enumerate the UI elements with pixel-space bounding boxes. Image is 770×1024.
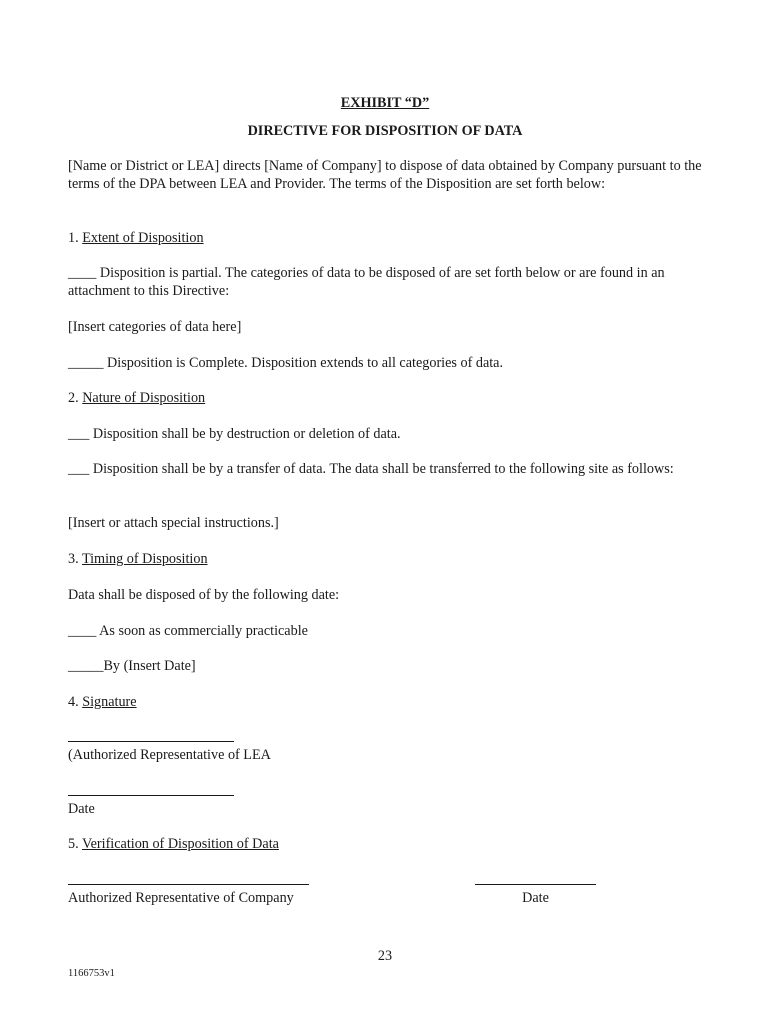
section-5-number: 5. [68, 836, 79, 852]
company-representative-label: Authorized Representative of Company [68, 890, 294, 906]
disposition-destruction-option: ___ Disposition shall be by destruction or deletion of data. [68, 426, 401, 442]
company-date-label: Date [522, 890, 549, 906]
section-5-heading [68, 835, 279, 853]
insert-categories-placeholder: [Insert categories of data here] [68, 319, 242, 335]
lea-date-label: Date [68, 801, 95, 817]
company-date-line [475, 884, 596, 885]
intro-paragraph: [Name or District or LEA] directs [Name of Company] to dispose of data obtained by Company pursuant to the terms of the DPA between LEA and Provider. The terms of the Disposition are set forth below: [68, 158, 702, 192]
disposition-transfer-option: ___ Disposition shall be by a transfer of data. The data shall be transferred to the following site as follows: [68, 461, 674, 477]
page-number: 23 [377, 948, 393, 964]
timing-by-date-option: _____By (Insert Date] [68, 658, 196, 674]
section-4-heading [68, 693, 137, 711]
disposition-partial-option: ____ Disposition is partial. The categories of data to be disposed of are set forth below or are found in an attachment to this Directive: [68, 265, 665, 299]
lea-signature-line [68, 741, 234, 742]
section-2-title: Nature of Disposition [82, 390, 206, 406]
section-1-title: Extent of Disposition [82, 230, 204, 246]
exhibit-title: EXHIBIT “D” [340, 95, 430, 111]
document-id: 1166753v1 [68, 968, 115, 979]
section-2-number: 2. [68, 390, 79, 406]
section-1-heading [68, 229, 204, 247]
section-3-number: 3. [68, 551, 79, 567]
lea-representative-label: (Authorized Representative of LEA [68, 747, 271, 763]
company-signature-line [68, 884, 309, 885]
lea-date-line [68, 795, 234, 796]
section-3-title: Timing of Disposition [81, 551, 208, 567]
section-5-title: Verification of Disposition of Data [81, 836, 279, 852]
timing-asap-option: ____ As soon as commercially practicable [68, 623, 308, 639]
special-instructions-placeholder: [Insert or attach special instructions.] [68, 515, 279, 531]
section-4-title: Signature [82, 694, 137, 710]
section-4-number: 4. [68, 694, 79, 710]
disposition-complete-option: _____ Disposition is Complete. Disposition extends to all categories of data. [68, 355, 504, 371]
section-1-number: 1. [68, 230, 79, 246]
section-3-heading [68, 550, 208, 568]
directive-title: DIRECTIVE FOR DISPOSITION OF DATA [247, 123, 523, 139]
timing-intro: Data shall be disposed of by the following date: [68, 587, 340, 603]
section-2-heading [68, 389, 205, 407]
